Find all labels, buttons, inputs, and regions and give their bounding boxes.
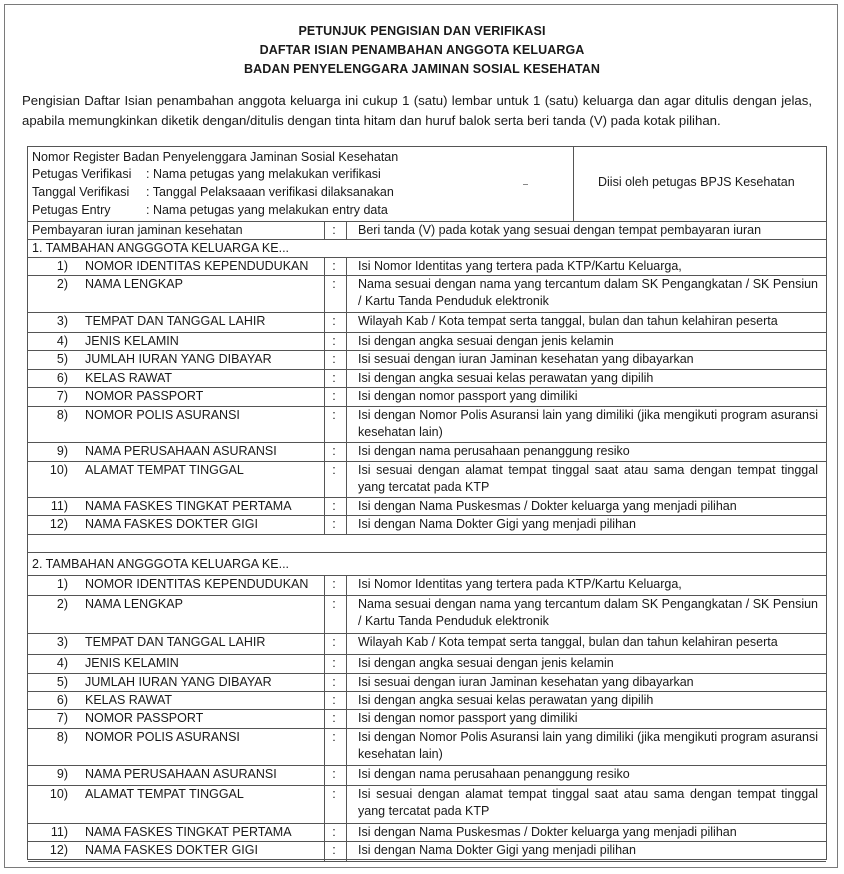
- column-divider: [346, 515, 347, 534]
- column-divider: [346, 387, 347, 406]
- item-colon: :: [332, 277, 336, 291]
- column-divider: [346, 728, 347, 765]
- column-divider: [346, 275, 347, 312]
- registration-row: [32, 185, 394, 200]
- row-divider: [28, 552, 826, 553]
- registration-row: [32, 167, 381, 182]
- registration-row: [32, 203, 388, 218]
- item-number: 6): [56, 693, 68, 707]
- item-colon: :: [332, 499, 336, 513]
- field-description: Isi dengan Nomor Polis Asuransi lain yang dimiliki (jika mengikuti program asuransi kesehatan lain): [358, 730, 818, 761]
- field-name: ALAMAT TEMPAT TINGGAL: [85, 463, 244, 477]
- field-name: NOMOR PASSPORT: [85, 389, 204, 403]
- column-divider: [346, 369, 347, 387]
- item-number: 6): [56, 371, 68, 385]
- column-divider: [346, 350, 347, 369]
- field-name: TEMPAT DAN TANGGAL LAHIR: [85, 635, 266, 649]
- field-name: NAMA FASKES DOKTER GIGI: [85, 843, 258, 857]
- item-number: 4): [56, 656, 68, 670]
- field-description: Isi dengan angka sesuai kelas perawatan yang dipilih: [358, 693, 654, 707]
- intro-paragraph: Pengisian Daftar Isian penambahan anggota keluarga ini cukup 1 (satu) lembar untuk 1 (satu) keluarga dan agar ditulis dengan jelas, apabila memungkinkan diketik dengan/ditulis dengan tinta hitam dan huruf balok serta beri tanda (V) pada kotak pilihan.: [22, 93, 812, 128]
- field-name: NOMOR IDENTITAS KEPENDUDUKAN: [85, 577, 309, 591]
- column-divider: [324, 406, 325, 442]
- field-description: Isi dengan nomor passport yang dimiliki: [358, 711, 578, 725]
- field-name: NOMOR POLIS ASURANSI: [85, 730, 240, 744]
- item-colon: :: [332, 597, 336, 611]
- field-name: NAMA PERUSAHAAN ASURANSI: [85, 767, 277, 781]
- column-divider: [324, 497, 325, 515]
- item-number: 8): [56, 408, 68, 422]
- item-colon: :: [332, 675, 336, 689]
- section-title: 2. TAMBAHAN ANGGGOTA KELUARGA KE...: [32, 557, 290, 571]
- field-description: Isi Nomor Identitas yang tertera pada KTP/Kartu Keluarga,: [358, 259, 682, 273]
- field-description: Nama sesuai dengan nama yang tercantum dalam SK Pengangkatan / SK Pensiun / Kartu Tanda Penduduk elektronik: [358, 277, 819, 308]
- header-line-2: DAFTAR ISIAN PENAMBAHAN ANGGOTA KELUARGA: [259, 43, 585, 57]
- field-name: NAMA LENGKAP: [85, 597, 183, 611]
- field-name: NAMA PERUSAHAAN ASURANSI: [85, 444, 277, 458]
- item-number: 7): [56, 389, 68, 403]
- item-colon: :: [332, 730, 336, 744]
- item-number: 1): [56, 259, 68, 273]
- item-number: 8): [56, 730, 68, 744]
- item-colon: :: [332, 463, 336, 477]
- field-name: JUMLAH IURAN YANG DIBAYAR: [85, 352, 272, 366]
- column-divider: [346, 765, 347, 785]
- item-colon: :: [332, 711, 336, 725]
- registration-key: Tanggal Verifikasi: [32, 185, 130, 199]
- field-name: NOMOR IDENTITAS KEPENDUDUKAN: [85, 259, 309, 273]
- payment-colon: :: [332, 223, 336, 237]
- column-divider: [346, 406, 347, 442]
- column-divider: [346, 785, 347, 823]
- item-colon: :: [332, 635, 336, 649]
- field-description: Isi sesuai dengan alamat tempat tinggal saat atau sama dengan tempat tinggal yang tercatat pada KTP: [358, 463, 818, 494]
- field-name: NOMOR PASSPORT: [85, 711, 204, 725]
- field-name: KELAS RAWAT: [85, 371, 173, 385]
- column-divider: [346, 312, 347, 332]
- field-description: Isi dengan Nama Puskesmas / Dokter keluarga yang menjadi pilihan: [358, 825, 737, 839]
- field-description: Isi dengan angka sesuai kelas perawatan yang dipilih: [358, 371, 654, 385]
- column-divider: [324, 350, 325, 369]
- field-description: Isi dengan angka sesuai dengan jenis kelamin: [358, 334, 614, 348]
- header-line-3: BADAN PENYELENGGARA JAMINAN SOSIAL KESEHATAN: [243, 62, 601, 76]
- payment-description: Beri tanda (V) pada kotak yang sesuai dengan tempat pembayaran iuran: [358, 223, 762, 237]
- column-divider: [346, 673, 347, 691]
- column-divider: [324, 595, 325, 633]
- registration-value: : Nama petugas yang melakukan entry data: [146, 203, 388, 217]
- item-colon: :: [332, 656, 336, 670]
- item-colon: :: [332, 577, 336, 591]
- field-description: Isi dengan Nama Puskesmas / Dokter keluarga yang menjadi pilihan: [358, 499, 737, 513]
- field-name: NAMA LENGKAP: [85, 277, 183, 291]
- field-name: NOMOR POLIS ASURANSI: [85, 408, 240, 422]
- item-number: 5): [56, 352, 68, 366]
- registration-value: : Nama petugas yang melakukan verifikasi: [146, 167, 381, 181]
- decorative-dash: [523, 184, 528, 185]
- field-name: JUMLAH IURAN YANG DIBAYAR: [85, 675, 272, 689]
- item-number: 9): [56, 444, 68, 458]
- column-divider: [324, 221, 325, 239]
- column-divider: [346, 841, 347, 861]
- column-divider: [324, 673, 325, 691]
- field-name: NAMA FASKES DOKTER GIGI: [85, 517, 258, 531]
- column-divider: [324, 442, 325, 461]
- item-colon: :: [332, 825, 336, 839]
- item-number: 9): [56, 767, 68, 781]
- item-colon: :: [332, 843, 336, 857]
- field-description: Isi dengan nama perusahaan penanggung resiko: [358, 444, 630, 458]
- column-divider: [324, 709, 325, 728]
- item-colon: :: [332, 352, 336, 366]
- column-divider: [324, 312, 325, 332]
- field-description: Isi dengan Nama Dokter Gigi yang menjadi pilihan: [358, 843, 636, 857]
- field-description: Isi dengan nama perusahaan penanggung resiko: [358, 767, 630, 781]
- item-colon: :: [332, 767, 336, 781]
- row-divider: [28, 861, 826, 862]
- column-divider: [324, 823, 325, 841]
- column-divider: [324, 575, 325, 595]
- field-description: Isi sesuai dengan alamat tempat tinggal saat atau sama dengan tempat tinggal yang tercatat pada KTP: [358, 787, 818, 818]
- filled-by-officer-note: Diisi oleh petugas BPJS Kesehatan: [598, 175, 795, 189]
- field-description: Isi sesuai dengan iuran Jaminan kesehatan yang dibayarkan: [358, 352, 694, 366]
- column-divider: [324, 765, 325, 785]
- field-description: Wilayah Kab / Kota tempat serta tanggal, bulan dan tahun kelahiran peserta: [358, 635, 778, 649]
- item-colon: :: [332, 408, 336, 422]
- column-divider: [324, 369, 325, 387]
- item-colon: :: [332, 259, 336, 273]
- item-number: 10): [49, 463, 68, 477]
- column-divider: [324, 461, 325, 497]
- field-description: Isi dengan Nomor Polis Asuransi lain yang dimiliki (jika mengikuti program asuransi kesehatan lain): [358, 408, 818, 439]
- item-colon: :: [332, 371, 336, 385]
- item-colon: :: [332, 389, 336, 403]
- column-divider: [346, 221, 347, 239]
- column-divider: [346, 332, 347, 350]
- field-description: Isi dengan Nama Dokter Gigi yang menjadi pilihan: [358, 517, 636, 531]
- item-number: 10): [49, 787, 68, 801]
- register-number-label: Nomor Register Badan Penyelenggara Jaminan Sosial Kesehatan: [32, 150, 399, 164]
- item-colon: :: [332, 334, 336, 348]
- instructions-table: [27, 146, 827, 860]
- column-divider: [346, 691, 347, 709]
- field-description: Isi sesuai dengan iuran Jaminan kesehatan yang dibayarkan: [358, 675, 694, 689]
- item-number: 4): [56, 334, 68, 348]
- registration-column-divider: [573, 147, 574, 221]
- column-divider: [346, 257, 347, 275]
- column-divider: [324, 841, 325, 861]
- column-divider: [346, 575, 347, 595]
- field-name: TEMPAT DAN TANGGAL LAHIR: [85, 314, 266, 328]
- field-name: NAMA FASKES TINGKAT PERTAMA: [85, 499, 292, 513]
- item-number: 7): [56, 711, 68, 725]
- field-description: Wilayah Kab / Kota tempat serta tanggal, bulan dan tahun kelahiran peserta: [358, 314, 778, 328]
- item-number: 11): [50, 825, 68, 839]
- document-header: [0, 22, 844, 79]
- item-number: 1): [56, 577, 68, 591]
- item-number: 5): [56, 675, 68, 689]
- section-title: 1. TAMBAHAN ANGGGOTA KELUARGA KE...: [32, 241, 290, 255]
- column-divider: [346, 595, 347, 633]
- column-divider: [324, 275, 325, 312]
- item-colon: :: [332, 444, 336, 458]
- column-divider: [324, 257, 325, 275]
- column-divider: [324, 515, 325, 534]
- field-name: NAMA FASKES TINGKAT PERTAMA: [85, 825, 292, 839]
- field-name: JENIS KELAMIN: [85, 334, 179, 348]
- item-colon: :: [332, 517, 336, 531]
- column-divider: [324, 387, 325, 406]
- registration-key: Petugas Entry: [32, 203, 111, 217]
- column-divider: [324, 633, 325, 654]
- column-divider: [346, 442, 347, 461]
- column-divider: [346, 654, 347, 673]
- column-divider: [324, 332, 325, 350]
- column-divider: [324, 728, 325, 765]
- item-number: 3): [56, 635, 68, 649]
- field-name: JENIS KELAMIN: [85, 656, 179, 670]
- column-divider: [324, 785, 325, 823]
- row-divider: [28, 534, 826, 535]
- field-description: Isi Nomor Identitas yang tertera pada KTP/Kartu Keluarga,: [358, 577, 682, 591]
- item-number: 11): [50, 499, 68, 513]
- item-colon: :: [332, 693, 336, 707]
- registration-value: : Tanggal Pelaksaaan verifikasi dilaksanakan: [146, 185, 394, 199]
- item-colon: :: [332, 787, 336, 801]
- item-number: 12): [49, 843, 68, 857]
- field-description: Isi dengan nomor passport yang dimiliki: [358, 389, 578, 403]
- item-number: 12): [49, 517, 68, 531]
- item-number: 2): [56, 277, 68, 291]
- registration-key: Petugas Verifikasi: [32, 167, 132, 181]
- field-description: Isi dengan angka sesuai dengan jenis kelamin: [358, 656, 614, 670]
- header-line-1: PETUNJUK PENGISIAN DAN VERIFIKASI: [298, 24, 546, 38]
- item-colon: :: [332, 314, 336, 328]
- column-divider: [346, 709, 347, 728]
- field-name: KELAS RAWAT: [85, 693, 173, 707]
- column-divider: [346, 461, 347, 497]
- column-divider: [324, 654, 325, 673]
- field-name: ALAMAT TEMPAT TINGGAL: [85, 787, 244, 801]
- item-number: 2): [56, 597, 68, 611]
- column-divider: [324, 691, 325, 709]
- column-divider: [346, 497, 347, 515]
- column-divider: [346, 633, 347, 654]
- item-number: 3): [56, 314, 68, 328]
- column-divider: [346, 823, 347, 841]
- payment-label: Pembayaran iuran jaminan kesehatan: [32, 223, 243, 237]
- field-description: Nama sesuai dengan nama yang tercantum dalam SK Pengangkatan / SK Pensiun / Kartu Tanda Penduduk elektronik: [358, 597, 819, 628]
